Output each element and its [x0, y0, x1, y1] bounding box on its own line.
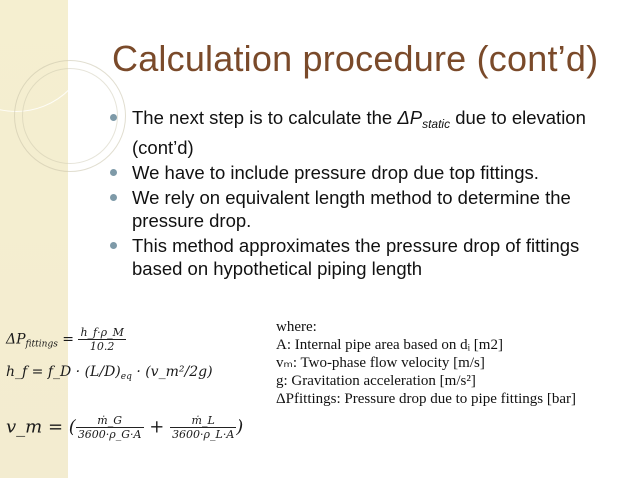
velocity-head-term: (v_m²/2g) [145, 364, 213, 380]
definition-item: g: Gravitation acceleration [m/s²] [276, 373, 476, 389]
equation-lhs-subscript: fittings [25, 339, 58, 350]
bullet-text: We rely on equivalent length method to determine the pressure drop. [132, 187, 571, 231]
bullet-text-post: due to elevation (cont’d) [132, 107, 586, 158]
bullet-item [104, 106, 624, 159]
bullet-dot-icon [110, 242, 117, 249]
bullet-item [104, 161, 624, 184]
equals-sign: = [62, 331, 75, 348]
definition-item: ΔPfittings: Pressure drop due to pipe fittings [bar] [276, 391, 577, 407]
bullet-list [104, 106, 624, 282]
equation-fraction [76, 414, 144, 441]
bullet-dot-icon [110, 114, 117, 121]
equation-lhs: ΔP [6, 331, 26, 348]
equation-lhs: h_f = f_D · [6, 364, 81, 380]
delta-p-symbol: ΔP [397, 107, 423, 128]
bullet-dot-icon [110, 169, 117, 176]
fraction-numerator: ṁ_L [170, 414, 236, 428]
fraction-numerator: h_f·ρ_M [80, 326, 124, 339]
decorative-side-panel [0, 0, 68, 478]
plus-sign: + [149, 416, 165, 438]
definitions-heading: where: [276, 319, 317, 335]
equation-fraction [170, 414, 236, 441]
bullet-item [104, 186, 624, 232]
bullet-text: We have to include pressure drop due top fittings. [132, 162, 539, 183]
bullet-text-pre: The next step is to calculate the [132, 107, 398, 128]
bullet-dot-icon [110, 194, 117, 201]
definition-item: vₘ: Two-phase flow velocity [m/s] [276, 355, 485, 371]
equation-lhs: v_m = [6, 416, 64, 438]
bullet-item [104, 234, 624, 280]
equation-head-loss [6, 364, 213, 382]
bullet-text: This method approximates the pressure drop of fittings based on hypothetical piping length [132, 235, 580, 279]
fraction-denominator: 3600·ρ_G·A [77, 428, 142, 441]
open-paren: ( [68, 416, 76, 438]
variable-definitions [276, 318, 626, 408]
multiply-dot: · [136, 364, 141, 380]
decorative-ring [0, 0, 92, 112]
fraction-numerator: ṁ_G [76, 414, 144, 428]
fraction-denominator: 3600·ρ_L·A [172, 428, 235, 441]
fraction-denominator: 10.2 [89, 340, 115, 353]
equation-fittings-pressure-drop [6, 326, 126, 353]
close-paren: ) [236, 416, 244, 438]
equation-two-phase-velocity [6, 414, 243, 441]
static-subscript: static [422, 117, 451, 131]
length-ratio: (L/D) [84, 364, 121, 380]
slide-title: Calculation procedure (cont’d) [112, 38, 599, 79]
length-ratio-subscript: eq [120, 372, 132, 382]
equation-fraction [78, 326, 125, 353]
definition-item: A: Internal pipe area based on dᵢ [m2] [276, 337, 503, 353]
